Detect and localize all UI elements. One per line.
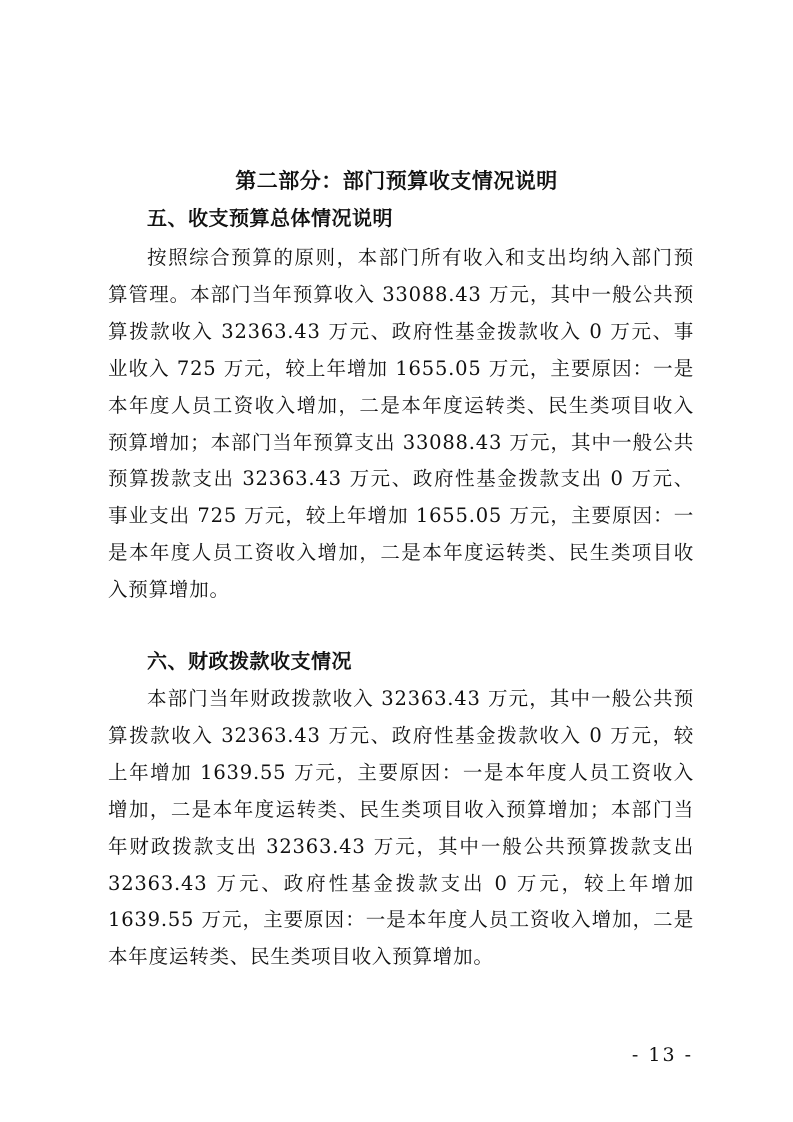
section-heading-fiscal-appropriation: 六、财政拨款收支情况	[147, 649, 352, 673]
part-title: 第二部分：部门预算收支情况说明	[235, 169, 558, 193]
section-paragraph-budget-overview: 按照综合预算的原则，本部门所有收入和支出均纳入部门预算管理。本部门当年预算收入 33088.43 万元，其中一般公共预算拨款收入 32363.43 万元、政府性基金拨款收入 0 万元、事业收入 725 万元，较上年增加 1655.05 万元，主要原因：一是本年度人员工资收入增加，二是本年度运转类、民生类项目收入预算增加；本部门当年预算支出 33088.43 万元，其中一般公共预算拨款支出 32363.43 万元、政府性基金拨款支出 0 万元、事业支出 725 万元，较上年增加 1655.05 万元，主要原因：一是本年度人员工资收入增加，二是本年度运转类、民生类项目收入预算增加。	[108, 246, 694, 602]
section-heading-budget-overview: 五、收支预算总体情况说明	[147, 206, 393, 230]
section-paragraph-fiscal-appropriation: 本部门当年财政拨款收入 32363.43 万元，其中一般公共预算拨款收入 32363.43 万元、政府性基金拨款收入 0 万元，较上年增加 1639.55 万元，主要原因：一是本年度人员工资收入增加，二是本年度运转类、民生类项目收入预算增加；本部门当年财政拨款支出 32363.43 万元，其中一般公共预算拨款支出 32363.43 万元、政府性基金拨款支出 0 万元，较上年增加 1639.55 万元，主要原因：一是本年度人员工资收入增加，二是本年度运转类、民生类项目收入预算增加。	[108, 687, 694, 969]
page-number: - 13 -	[631, 1044, 693, 1066]
